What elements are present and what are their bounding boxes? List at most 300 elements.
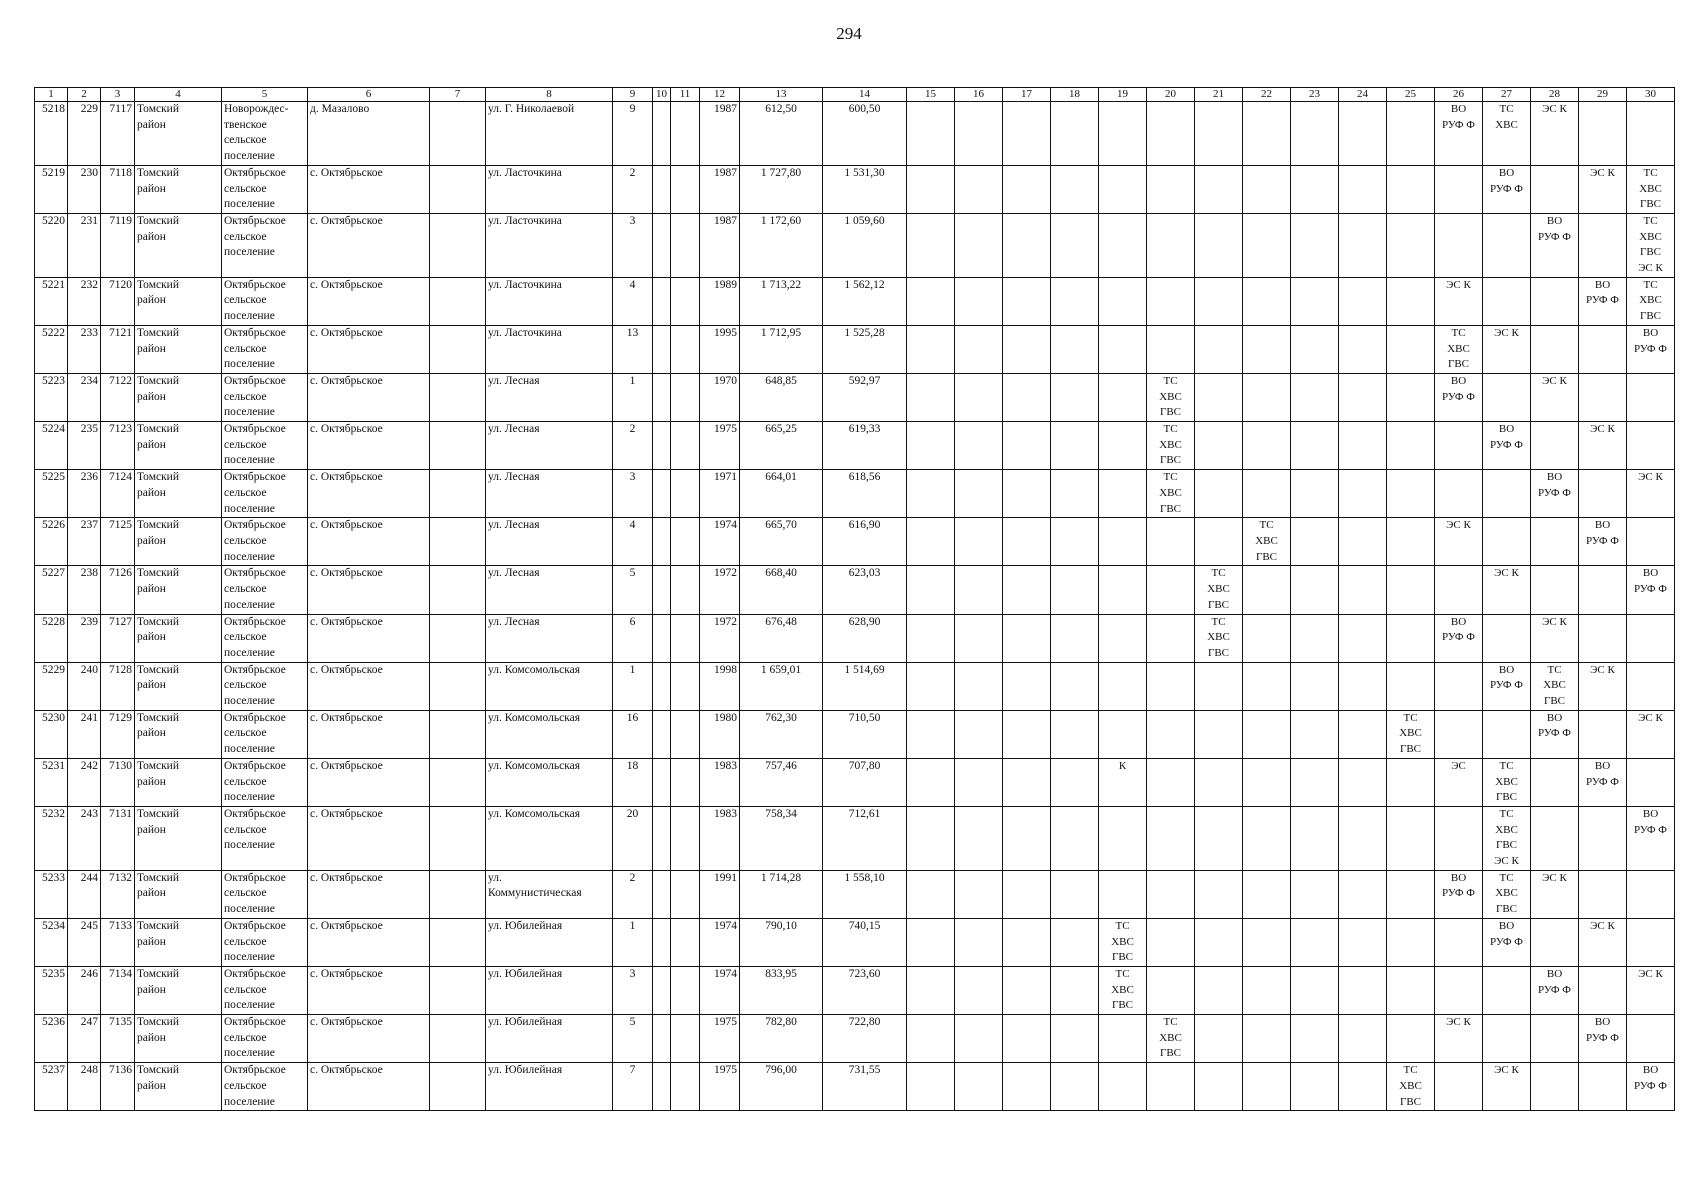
cell-service-col-26	[1435, 662, 1483, 710]
cell-total-area: 782,80	[740, 1015, 823, 1063]
cell-col-10	[653, 870, 671, 918]
cell-settlement-line: поселение	[224, 695, 275, 708]
cell-col-10	[653, 566, 671, 614]
cell-service-col-19	[1099, 566, 1147, 614]
cell-settlement-line: Октябрьское	[224, 278, 286, 291]
cell-service-col-29	[1579, 373, 1627, 421]
cell-settlement-line: поселение	[224, 150, 275, 163]
cell-service-col-22	[1243, 277, 1291, 325]
cell-year: 1998	[700, 662, 740, 710]
cell-street	[486, 806, 613, 870]
cell-registry-number: 5218	[35, 102, 68, 166]
cell-service-col-21	[1195, 710, 1243, 758]
cell-year: 1972	[700, 614, 740, 662]
cell-service-col-25-line: ГВС	[1399, 743, 1422, 756]
cell-service-col-27-line: РУФ Ф	[1490, 438, 1523, 451]
cell-service-col-30	[1627, 662, 1675, 710]
cell-house-number: 18	[613, 758, 653, 806]
cell-street	[486, 566, 613, 614]
cell-total-area: 757,46	[740, 758, 823, 806]
cell-service-col-26-line: ЭС К	[1446, 519, 1471, 532]
cell-service-col-19	[1099, 102, 1147, 166]
cell-object-number: 7119	[101, 213, 135, 277]
cell-object-number: 7136	[101, 1063, 135, 1111]
cell-district-line: район	[137, 182, 166, 195]
cell-service-col-22	[1243, 710, 1291, 758]
cell-street	[486, 277, 613, 325]
cell-service-col-20-line: ГВС	[1159, 502, 1182, 515]
cell-settlement-line: Октябрьское	[224, 1016, 286, 1029]
cell-service-col-17	[1003, 758, 1051, 806]
cell-settlement	[222, 662, 308, 710]
cell-service-col-28-line: ЭС К	[1542, 615, 1567, 628]
cell-service-col-26	[1435, 918, 1483, 966]
cell-service-col-30	[1627, 758, 1675, 806]
cell-sequence-number: 240	[68, 662, 101, 710]
cell-service-col-20-line: ГВС	[1159, 454, 1182, 467]
cell-service-col-17	[1003, 614, 1051, 662]
cell-living-area: 592,97	[823, 373, 907, 421]
cell-sequence-number: 243	[68, 806, 101, 870]
cell-street-line: ул. Лесная	[488, 567, 540, 580]
cell-col-10	[653, 373, 671, 421]
cell-service-col-16	[955, 662, 1003, 710]
cell-service-col-15	[907, 1015, 955, 1063]
cell-total-area: 758,34	[740, 806, 823, 870]
cell-service-col-28-line: РУФ Ф	[1538, 983, 1571, 996]
cell-service-col-19	[1099, 966, 1147, 1014]
cell-service-col-19	[1099, 518, 1147, 566]
cell-service-col-19	[1099, 758, 1147, 806]
cell-service-col-30-line: ХВС	[1639, 182, 1662, 195]
cell-col-7	[430, 966, 486, 1014]
cell-service-col-27-line: ЭС К	[1494, 567, 1519, 580]
cell-district-line: район	[137, 935, 166, 948]
cell-sequence-number: 234	[68, 373, 101, 421]
column-header-18: 18	[1051, 88, 1099, 102]
cell-service-col-20	[1147, 758, 1195, 806]
cell-service-col-15	[907, 325, 955, 373]
cell-service-col-25	[1387, 566, 1435, 614]
cell-service-col-28	[1531, 470, 1579, 518]
cell-service-col-22	[1243, 422, 1291, 470]
cell-service-col-26-line: РУФ Ф	[1442, 631, 1475, 644]
cell-settlement	[222, 518, 308, 566]
cell-service-col-23	[1291, 213, 1339, 277]
cell-district	[135, 1015, 222, 1063]
cell-district-line: район	[137, 775, 166, 788]
cell-street-line: ул. Юбилейная	[488, 967, 563, 980]
cell-service-col-28-line: РУФ Ф	[1538, 230, 1571, 243]
cell-service-col-29	[1579, 614, 1627, 662]
cell-settlement-line: Октябрьское	[224, 374, 286, 387]
cell-service-col-21	[1195, 614, 1243, 662]
cell-street	[486, 422, 613, 470]
cell-service-col-26	[1435, 165, 1483, 213]
cell-settlement	[222, 1063, 308, 1111]
cell-district	[135, 614, 222, 662]
cell-service-col-26	[1435, 966, 1483, 1014]
cell-total-area: 1 727,80	[740, 165, 823, 213]
cell-service-col-19-line: ХВС	[1111, 983, 1134, 996]
cell-street	[486, 102, 613, 166]
cell-service-col-26-line: ВО	[1450, 615, 1467, 628]
column-header-8: 8	[486, 88, 613, 102]
column-header-13: 13	[740, 88, 823, 102]
cell-district-line: район	[137, 1079, 166, 1092]
cell-settlement-line: поселение	[224, 791, 275, 804]
cell-service-col-19-line: ТС	[1115, 967, 1130, 980]
cell-settlement-line: поселение	[224, 999, 275, 1012]
cell-registry-number: 5228	[35, 614, 68, 662]
cell-street-line: ул. Лесная	[488, 471, 540, 484]
cell-street	[486, 518, 613, 566]
cell-service-col-16	[955, 966, 1003, 1014]
cell-col-10	[653, 918, 671, 966]
cell-col-11	[671, 870, 700, 918]
cell-district	[135, 325, 222, 373]
cell-service-col-28-line: ХВС	[1543, 679, 1566, 692]
cell-service-col-29	[1579, 165, 1627, 213]
cell-street-line: ул. Ласточкина	[488, 214, 562, 227]
cell-service-col-20-line: ГВС	[1159, 1047, 1182, 1060]
cell-living-area: 628,90	[823, 614, 907, 662]
cell-service-col-21-line: ГВС	[1207, 646, 1230, 659]
cell-street-line: ул. Комсомольская	[488, 759, 581, 772]
cell-registry-number: 5232	[35, 806, 68, 870]
cell-registry-number: 5233	[35, 870, 68, 918]
cell-service-col-22	[1243, 918, 1291, 966]
cell-col-11	[671, 213, 700, 277]
cell-service-col-25	[1387, 277, 1435, 325]
cell-settlement-line: сельское	[224, 390, 267, 403]
cell-street	[486, 966, 613, 1014]
cell-service-col-21	[1195, 870, 1243, 918]
cell-object-number: 7128	[101, 662, 135, 710]
cell-service-col-15	[907, 710, 955, 758]
cell-service-col-20	[1147, 1015, 1195, 1063]
cell-service-col-27-line: ВО	[1498, 166, 1515, 179]
cell-district-line: район	[137, 1031, 166, 1044]
cell-service-col-22	[1243, 806, 1291, 870]
cell-house-number: 3	[613, 213, 653, 277]
cell-district	[135, 918, 222, 966]
cell-locality: с. Октябрьское	[308, 470, 430, 518]
cell-service-col-18	[1051, 518, 1099, 566]
cell-district-line: район	[137, 534, 166, 547]
cell-service-col-24	[1339, 758, 1387, 806]
cell-service-col-30	[1627, 325, 1675, 373]
cell-service-col-30	[1627, 1015, 1675, 1063]
cell-service-col-22-line: ХВС	[1255, 534, 1278, 547]
cell-sequence-number: 230	[68, 165, 101, 213]
cell-locality: с. Октябрьское	[308, 918, 430, 966]
cell-settlement-line: поселение	[224, 246, 275, 259]
cell-service-col-22	[1243, 1015, 1291, 1063]
cell-service-col-18	[1051, 806, 1099, 870]
cell-service-col-25	[1387, 918, 1435, 966]
cell-year: 1991	[700, 870, 740, 918]
cell-service-col-20	[1147, 614, 1195, 662]
cell-service-col-23	[1291, 758, 1339, 806]
cell-service-col-27-line: ХВС	[1495, 775, 1518, 788]
cell-service-col-27	[1483, 614, 1531, 662]
cell-service-col-15	[907, 662, 955, 710]
table-row	[35, 662, 1675, 710]
cell-service-col-20	[1147, 277, 1195, 325]
cell-service-col-24	[1339, 102, 1387, 166]
cell-service-col-20	[1147, 165, 1195, 213]
cell-service-col-19-line: ХВС	[1111, 935, 1134, 948]
cell-service-col-29	[1579, 518, 1627, 566]
cell-service-col-28-line: ВО	[1546, 967, 1563, 980]
cell-settlement-line: Октябрьское	[224, 967, 286, 980]
cell-service-col-15	[907, 918, 955, 966]
cell-col-7	[430, 758, 486, 806]
table-row	[35, 518, 1675, 566]
cell-living-area: 723,60	[823, 966, 907, 1014]
cell-district-line: район	[137, 342, 166, 355]
cell-service-col-27	[1483, 325, 1531, 373]
cell-service-col-30-line: ЭС К	[1638, 262, 1663, 275]
cell-year: 1989	[700, 277, 740, 325]
cell-service-col-30-line: ВО	[1642, 326, 1659, 339]
cell-locality: с. Октябрьское	[308, 758, 430, 806]
cell-year: 1987	[700, 213, 740, 277]
cell-service-col-16	[955, 165, 1003, 213]
cell-service-col-19	[1099, 806, 1147, 870]
cell-service-col-27	[1483, 213, 1531, 277]
cell-locality: с. Октябрьское	[308, 614, 430, 662]
cell-district-line: район	[137, 583, 166, 596]
cell-house-number: 6	[613, 614, 653, 662]
cell-service-col-17	[1003, 1063, 1051, 1111]
cell-service-col-20	[1147, 1063, 1195, 1111]
cell-service-col-20	[1147, 870, 1195, 918]
cell-service-col-20	[1147, 102, 1195, 166]
cell-settlement-line: сельское	[224, 631, 267, 644]
cell-street	[486, 662, 613, 710]
cell-col-7	[430, 213, 486, 277]
cell-service-col-27	[1483, 1015, 1531, 1063]
cell-house-number: 13	[613, 325, 653, 373]
cell-service-col-28	[1531, 966, 1579, 1014]
cell-col-11	[671, 102, 700, 166]
cell-service-col-25-line: ТС	[1403, 1064, 1418, 1077]
cell-service-col-24	[1339, 614, 1387, 662]
cell-service-col-23	[1291, 966, 1339, 1014]
cell-total-area: 612,50	[740, 102, 823, 166]
cell-service-col-21	[1195, 566, 1243, 614]
cell-service-col-27	[1483, 566, 1531, 614]
cell-settlement-line: сельское	[224, 294, 267, 307]
cell-service-col-24	[1339, 325, 1387, 373]
cell-col-7	[430, 470, 486, 518]
cell-service-col-29	[1579, 1015, 1627, 1063]
cell-service-col-23	[1291, 870, 1339, 918]
cell-service-col-17	[1003, 966, 1051, 1014]
cell-service-col-17	[1003, 1015, 1051, 1063]
cell-district-line: район	[137, 983, 166, 996]
cell-service-col-27-line: ТС	[1499, 807, 1514, 820]
cell-service-col-17	[1003, 918, 1051, 966]
cell-street	[486, 1063, 613, 1111]
cell-settlement-line: сельское	[224, 775, 267, 788]
cell-service-col-26	[1435, 1015, 1483, 1063]
cell-street	[486, 918, 613, 966]
cell-service-col-30	[1627, 870, 1675, 918]
cell-total-area: 1 714,28	[740, 870, 823, 918]
cell-service-col-20-line: ТС	[1163, 423, 1178, 436]
column-header-4: 4	[135, 88, 222, 102]
cell-service-col-24	[1339, 966, 1387, 1014]
cell-service-col-28	[1531, 614, 1579, 662]
cell-year: 1971	[700, 470, 740, 518]
cell-settlement-line: сельское	[224, 823, 267, 836]
cell-service-col-21	[1195, 422, 1243, 470]
column-header-22: 22	[1243, 88, 1291, 102]
cell-object-number: 7118	[101, 165, 135, 213]
cell-col-10	[653, 1015, 671, 1063]
cell-service-col-29	[1579, 662, 1627, 710]
cell-service-col-15	[907, 758, 955, 806]
cell-service-col-24	[1339, 470, 1387, 518]
cell-service-col-22	[1243, 870, 1291, 918]
table-row	[35, 422, 1675, 470]
cell-service-col-16	[955, 325, 1003, 373]
cell-settlement	[222, 470, 308, 518]
table-row	[35, 806, 1675, 870]
cell-service-col-28-line: ЭС К	[1542, 871, 1567, 884]
cell-service-col-28-line: ГВС	[1543, 695, 1566, 708]
column-header-16: 16	[955, 88, 1003, 102]
cell-service-col-26	[1435, 373, 1483, 421]
cell-service-col-25	[1387, 213, 1435, 277]
cell-service-col-16	[955, 373, 1003, 421]
cell-living-area: 707,80	[823, 758, 907, 806]
cell-service-col-29	[1579, 422, 1627, 470]
cell-service-col-15	[907, 213, 955, 277]
column-header-28: 28	[1531, 88, 1579, 102]
cell-service-col-20	[1147, 518, 1195, 566]
cell-living-area: 1 531,30	[823, 165, 907, 213]
cell-service-col-27	[1483, 422, 1531, 470]
cell-col-10	[653, 1063, 671, 1111]
cell-service-col-21-line: ХВС	[1207, 631, 1230, 644]
cell-year: 1975	[700, 1015, 740, 1063]
cell-service-col-29-line: РУФ Ф	[1586, 294, 1619, 307]
cell-service-col-19	[1099, 165, 1147, 213]
cell-sequence-number: 238	[68, 566, 101, 614]
cell-service-col-22	[1243, 614, 1291, 662]
cell-object-number: 7129	[101, 710, 135, 758]
cell-service-col-26-line: ВО	[1450, 103, 1467, 115]
cell-service-col-30-line: ТС	[1643, 278, 1658, 291]
cell-house-number: 2	[613, 422, 653, 470]
cell-service-col-22	[1243, 758, 1291, 806]
cell-service-col-29-line: ВО	[1594, 278, 1611, 291]
cell-settlement-line: сельское	[224, 887, 267, 900]
cell-service-col-19	[1099, 373, 1147, 421]
cell-locality: с. Октябрьское	[308, 518, 430, 566]
cell-service-col-30	[1627, 918, 1675, 966]
cell-service-col-20	[1147, 918, 1195, 966]
cell-col-11	[671, 277, 700, 325]
cell-col-7	[430, 870, 486, 918]
cell-col-10	[653, 470, 671, 518]
table-row	[35, 373, 1675, 421]
cell-service-col-20-line: ХВС	[1159, 438, 1182, 451]
cell-service-col-20	[1147, 806, 1195, 870]
cell-service-col-16	[955, 614, 1003, 662]
cell-settlement-line: Октябрьское	[224, 807, 286, 820]
cell-district-line: Томский	[137, 759, 179, 772]
cell-col-7	[430, 325, 486, 373]
cell-service-col-29-line: ЭС К	[1590, 423, 1615, 436]
cell-service-col-26	[1435, 614, 1483, 662]
cell-house-number: 1	[613, 918, 653, 966]
cell-service-col-25	[1387, 373, 1435, 421]
cell-service-col-21	[1195, 918, 1243, 966]
cell-service-col-27	[1483, 1063, 1531, 1111]
cell-service-col-21	[1195, 966, 1243, 1014]
cell-settlement-line: поселение	[224, 310, 275, 323]
cell-service-col-30	[1627, 518, 1675, 566]
cell-settlement-line: сельское	[224, 134, 267, 147]
cell-service-col-27	[1483, 518, 1531, 566]
cell-service-col-26	[1435, 325, 1483, 373]
cell-sequence-number: 247	[68, 1015, 101, 1063]
cell-district	[135, 870, 222, 918]
table-row	[35, 614, 1675, 662]
cell-house-number: 4	[613, 277, 653, 325]
cell-district-line: Томский	[137, 919, 179, 932]
cell-district	[135, 806, 222, 870]
cell-service-col-20-line: ХВС	[1159, 390, 1182, 403]
cell-service-col-27-line: ТС	[1499, 103, 1514, 115]
cell-service-col-24	[1339, 710, 1387, 758]
cell-street	[486, 1015, 613, 1063]
cell-house-number: 5	[613, 1015, 653, 1063]
cell-settlement	[222, 277, 308, 325]
cell-service-col-27	[1483, 806, 1531, 870]
cell-street-line: Коммунистическая	[488, 887, 582, 900]
cell-house-number: 16	[613, 710, 653, 758]
cell-col-7	[430, 1063, 486, 1111]
cell-district-line: район	[137, 118, 166, 131]
cell-settlement-line: сельское	[224, 182, 267, 195]
cell-settlement-line: сельское	[224, 1031, 267, 1044]
cell-service-col-26	[1435, 518, 1483, 566]
cell-registry-number: 5231	[35, 758, 68, 806]
cell-service-col-29	[1579, 806, 1627, 870]
cell-service-col-26-line: РУФ Ф	[1442, 887, 1475, 900]
cell-service-col-20	[1147, 470, 1195, 518]
cell-service-col-27	[1483, 373, 1531, 421]
cell-service-col-21	[1195, 758, 1243, 806]
cell-service-col-24	[1339, 566, 1387, 614]
cell-service-col-21	[1195, 806, 1243, 870]
cell-service-col-28-line: ЭС К	[1542, 374, 1567, 387]
cell-service-col-20	[1147, 422, 1195, 470]
cell-service-col-26	[1435, 277, 1483, 325]
cell-district-line: Томский	[137, 519, 179, 532]
cell-service-col-19	[1099, 277, 1147, 325]
cell-living-area: 731,55	[823, 1063, 907, 1111]
column-header-11: 11	[671, 88, 700, 102]
cell-service-col-18	[1051, 1015, 1099, 1063]
column-header-9: 9	[613, 88, 653, 102]
